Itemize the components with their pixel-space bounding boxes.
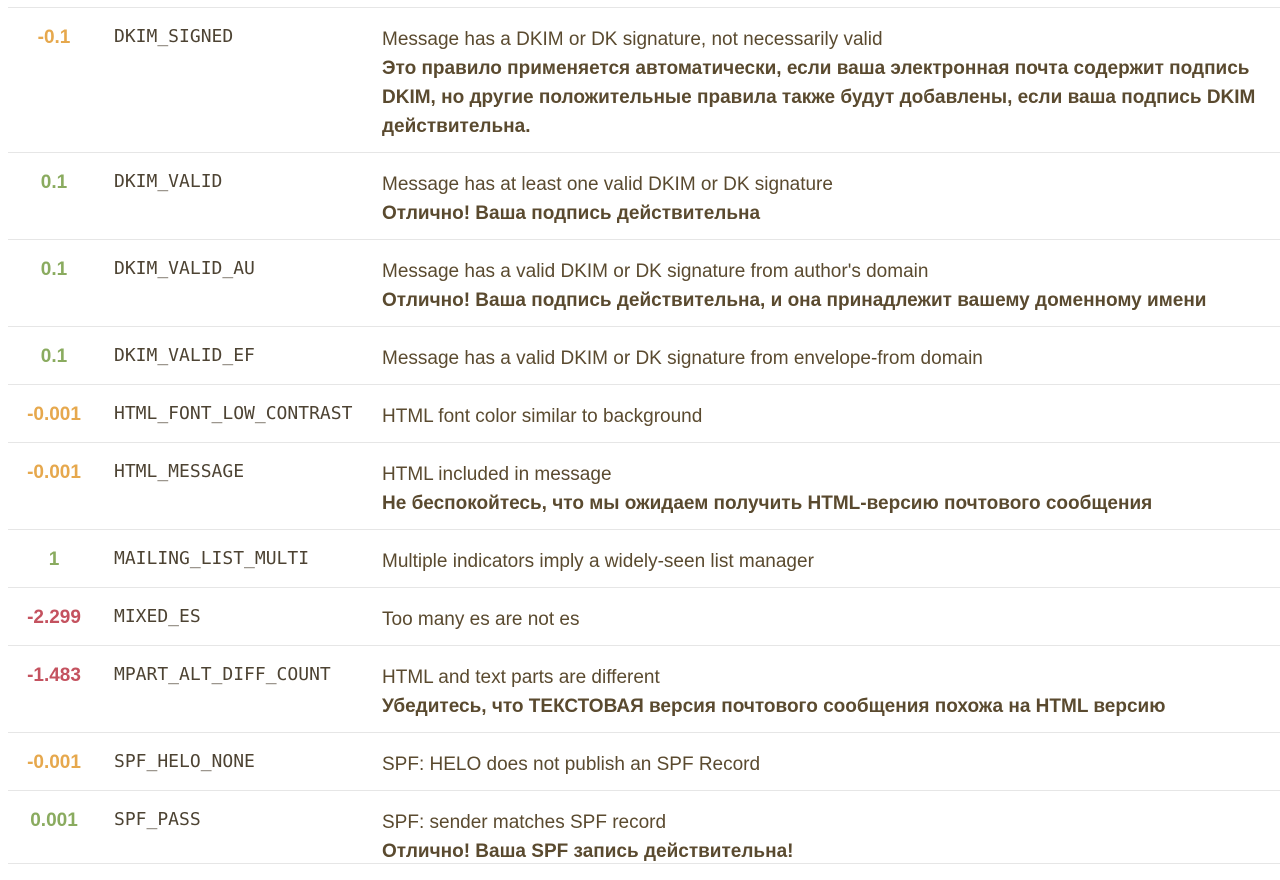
table-row (8, 240, 1280, 327)
rule-description: SPF: HELO does not publish an SPF Record (382, 754, 761, 775)
rule-advice: Отлично! Ваша подпись действительна, и она принадлежит вашему доменному имени (382, 290, 1207, 311)
rule-score: -0.001 (27, 462, 81, 483)
rule-score: -1.483 (27, 665, 81, 686)
rule-advice: Не беспокойтесь, что мы ожидаем получить HTML-версию почтового сообщения (382, 493, 1153, 514)
rule-name: DKIM_VALID_AU (114, 258, 255, 279)
rule-score: -2.299 (27, 607, 81, 628)
rule-description: Message has a valid DKIM or DK signature from author's domain (382, 261, 929, 282)
rule-advice: Это правило применяется автоматически, если ваша электронная почта содержит подпись DKIM, но другие положительные правила также будут добавлены, если ваша подпись DKIM действительна. (382, 58, 1256, 137)
table-row (8, 443, 1280, 530)
table-row (8, 646, 1280, 733)
table-row (8, 733, 1280, 791)
rule-description: Too many es are not es (382, 609, 580, 630)
table-row (8, 385, 1280, 443)
rule-description-cell (382, 588, 1280, 648)
rule-description-cell (382, 8, 1280, 155)
rule-name: MAILING_LIST_MULTI (114, 548, 310, 569)
rule-name: DKIM_SIGNED (114, 26, 234, 47)
rule-description-cell (382, 385, 1280, 445)
rule-description: Message has a valid DKIM or DK signature from envelope-from domain (382, 348, 983, 369)
rule-score: 0.1 (40, 346, 68, 367)
rule-description-cell (382, 443, 1280, 532)
rule-name: SPF_PASS (114, 809, 201, 830)
rule-description: HTML and text parts are different (382, 667, 660, 688)
rule-name: MIXED_ES (114, 606, 201, 627)
rule-score: -0.001 (27, 404, 81, 425)
rule-score: -0.1 (37, 27, 71, 48)
rule-score: -0.001 (27, 752, 81, 773)
rule-description: Message has at least one valid DKIM or DK signature (382, 174, 833, 195)
rule-description-cell (382, 733, 1280, 793)
rule-name: DKIM_VALID_EF (114, 345, 255, 366)
rule-score: 1 (48, 549, 60, 570)
rule-advice: Отлично! Ваша SPF запись действительна! (382, 841, 794, 862)
rule-description-cell (382, 153, 1280, 242)
rule-description-cell (382, 530, 1280, 590)
rule-description-cell (382, 327, 1280, 387)
rule-description-cell (382, 646, 1280, 735)
rule-name: DKIM_VALID (114, 171, 223, 192)
table-row (8, 153, 1280, 240)
rule-name: HTML_MESSAGE (114, 461, 245, 482)
rule-description: Multiple indicators imply a widely-seen list manager (382, 551, 814, 572)
table-row (8, 327, 1280, 385)
rule-description: HTML included in message (382, 464, 612, 485)
rule-description-cell (382, 240, 1280, 329)
rule-score: 0.1 (40, 259, 68, 280)
rule-name: MPART_ALT_DIFF_COUNT (114, 664, 331, 685)
table-row (8, 588, 1280, 646)
rule-name: SPF_HELO_NONE (114, 751, 255, 772)
spamassassin-rules-table (8, 7, 1280, 864)
rule-advice: Убедитесь, что ТЕКСТОВАЯ версия почтового сообщения похожа на HTML версию (382, 696, 1166, 717)
rule-score: 0.001 (30, 810, 78, 831)
rule-advice: Отлично! Ваша подпись действительна (382, 203, 761, 224)
rule-description: HTML font color similar to background (382, 406, 703, 427)
rule-description: SPF: sender matches SPF record (382, 812, 667, 833)
table-row (8, 530, 1280, 588)
rule-name: HTML_FONT_LOW_CONTRAST (114, 403, 353, 424)
rule-score: 0.1 (40, 172, 68, 193)
table-row (8, 791, 1280, 864)
rule-description: Message has a DKIM or DK signature, not necessarily valid (382, 29, 883, 50)
table-row (8, 8, 1280, 153)
